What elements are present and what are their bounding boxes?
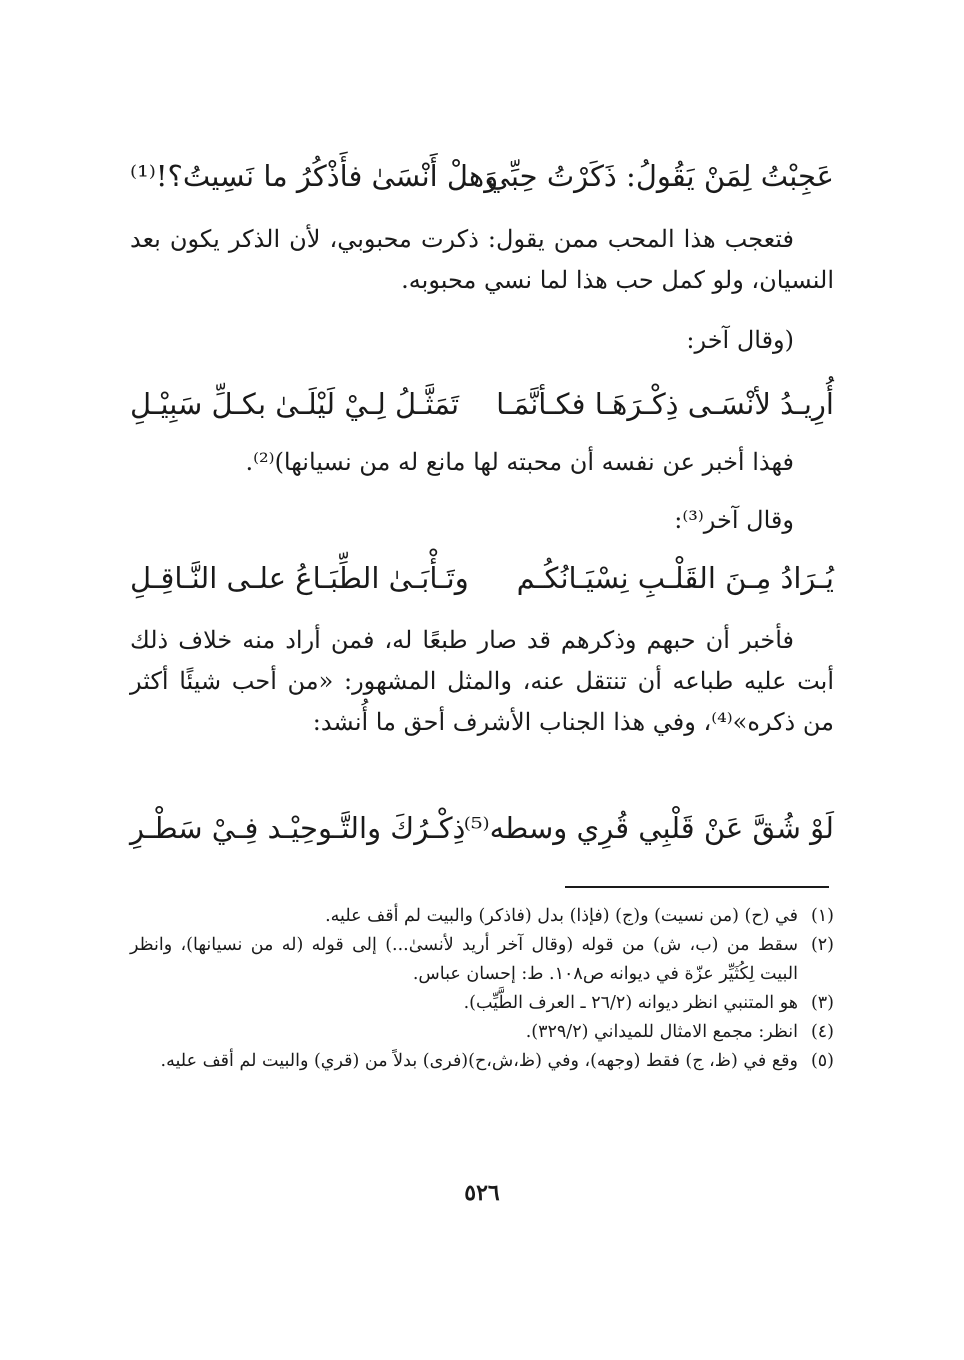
- verse-3-second-hemistich: وتَـأْبَـىٰ الطِّبَـاعُ علـى النَّـاقِـلِ: [130, 561, 469, 595]
- paragraph-explanation-3: فأخبر أن حبهم وذكرهم قد صار طبعًا له، فمن أراد منه خلاف ذلك أبت عليه طباعه أن تنتقل عنه، والمثل المشهور: «من أحب شيئًا أكثر من ذكره»⁽⁴⁾، وفي هذا الجناب الأشرف أحق ما أُنشد:: [130, 626, 834, 736]
- paragraph-explanation-1: فتعجب هذا المحب ممن يقول: ذكرت محبوبي، لأن الذكر يكون بعد النسيان، ولو كمل حب هذا لما نسي محبوبه.: [130, 225, 834, 294]
- page-number: ٥٢٦: [464, 1180, 500, 1206]
- footnote-text: هو المتنبي انظر ديوانه (٢٦/٢ ـ العرف الطَّيِّب).: [463, 993, 798, 1013]
- footnote-text: وقع في (ظ، ج) فقط (وجهه)، وفي (ظ،ش،ح)(فرى) بدلاً من (قري) والبيت لم أقف عليه.: [160, 1051, 798, 1071]
- verse-1-second-hemistich: وَهلْ أَنْسَىٰ فأَذْكُرُ ما نَسِيتُ؟!⁽¹⁾: [130, 159, 499, 193]
- verse-4-first-hemistich: لَوْ شُقَّ عَنْ قَلْبِي قُرِي وسطه⁽⁵⁾: [463, 811, 834, 845]
- footnote-4: [130, 1018, 834, 1047]
- verse-1-first-hemistich: عَجِبْتُ لِمَنْ يَقُولُ: ذَكَرْتُ حِبِّي: [486, 159, 834, 193]
- footnote-number: (٤): [810, 1022, 834, 1042]
- verse-3: [130, 550, 834, 606]
- footnote-number: (٥): [810, 1051, 834, 1071]
- footnote-number: (٣): [810, 993, 834, 1013]
- footnote-number: (١): [810, 906, 834, 926]
- verse-2-first-hemistich: أُرِيـدُ لأنْسَـى ذِكْـرَهَـا فكـأنَّمَـا: [496, 387, 834, 421]
- footnote-2: [130, 931, 834, 989]
- footnote-5: [130, 1047, 834, 1076]
- verse-2-second-hemistich: تَمَثَّـلُ لِـيْ لَيْلَـىٰ بكـلِّ سَبِيْـلِ: [130, 387, 460, 421]
- footnote-3: [130, 989, 834, 1018]
- verse-4-second-hemistich: ذِكْـرُكَ والتَّـوحِيْـد فِـيْ سَطْـرِ: [130, 811, 466, 845]
- paragraph-quote-intro-2: وقال آخر⁽³⁾:: [674, 506, 794, 534]
- paragraph-explanation-2: فهذا أخبر عن نفسه أن محبته لها مانع له من نسيانها)⁽²⁾.: [245, 448, 794, 476]
- footnotes: [130, 902, 834, 1076]
- footnote-text: في (ح) (من نسيت) و(ج) (فإذا) بدل (فاذكر) والبيت لم أقف عليه.: [325, 906, 798, 926]
- verse-3-first-hemistich: يُـرَادُ مِـنَ القَلْـبِ نِسْيَـانُكُـم: [516, 561, 834, 595]
- footnote-text: سقط من (ب، ش) من قوله (وقال آخر أريد لأنسىٰ...) إلى قوله (له من نسيانها)، وانظر البيت لِكُثَيِّر عزّة في ديوانه ص١٠٨. ط: إحسان عباس.: [130, 935, 798, 984]
- footnote-number: (٢): [810, 935, 834, 955]
- footnote-separator: [565, 886, 829, 888]
- footnote-1: [130, 902, 834, 931]
- paragraph-quote-intro-1: (وقال آخر:: [686, 326, 794, 354]
- verse-4: [130, 800, 834, 856]
- footnote-text: انظر: مجمع الامثال للميداني (٣٢٩/٢).: [525, 1022, 798, 1042]
- verse-1: [130, 148, 834, 204]
- verse-2: [130, 376, 834, 432]
